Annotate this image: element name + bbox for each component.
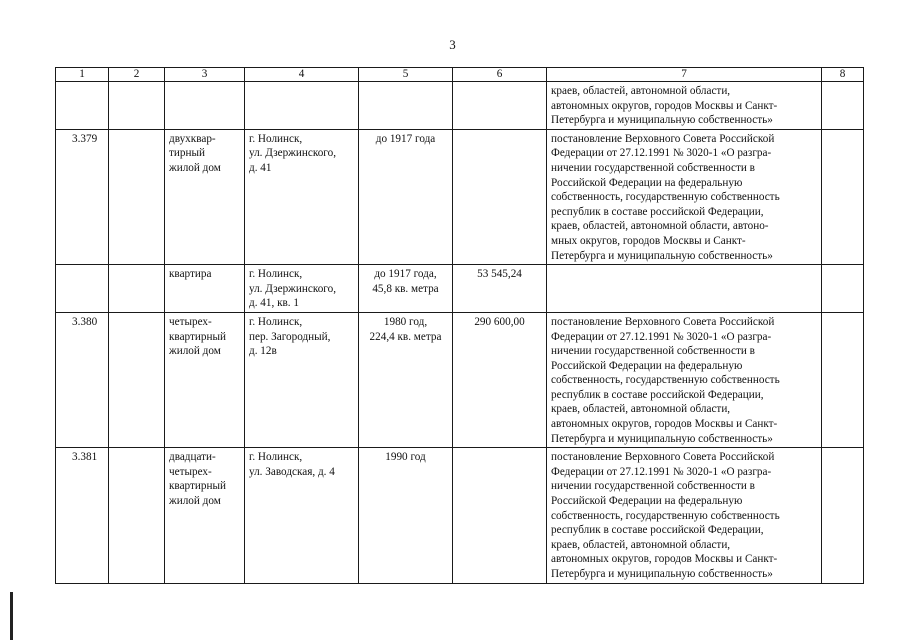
column-header: 1 (56, 68, 109, 82)
cell-line: Петербурга и муниципальную собственность» (551, 432, 773, 445)
cell-line: пер. Загородный, (249, 330, 331, 343)
cell-line: д. 41, кв. 1 (249, 297, 299, 310)
year-area-cell (359, 129, 453, 264)
value-cell (453, 448, 547, 583)
table-row (56, 448, 864, 583)
column-header: 4 (245, 68, 359, 82)
year-area-cell (359, 312, 453, 447)
cell-line: г. Нолинск, (249, 268, 303, 281)
empty-cell (109, 82, 165, 130)
cell-line: четырех- (169, 315, 212, 328)
cell-line: жилой дом (169, 161, 221, 174)
cell-line: республик в составе российской Федерации, (551, 205, 764, 218)
cell-line: 1990 год (385, 451, 426, 464)
cell-line: 45,8 кв. метра (372, 282, 439, 295)
item-number-cell: 3.379 (56, 129, 109, 264)
legal-basis-cell (547, 129, 822, 264)
empty-cell (109, 312, 165, 447)
cell-line: ул. Дзержинского, (249, 147, 336, 160)
cell-line: г. Нолинск, (249, 132, 303, 145)
cell-line: до 1917 года (375, 132, 436, 145)
cell-line: республик в составе российской Федерации, (551, 388, 764, 401)
empty-cell (822, 82, 864, 130)
cell-line: квартира (169, 268, 212, 281)
cell-line: ничении государственной собственности в (551, 161, 755, 174)
cell-line: Федерации от 27.12.1991 № 3020-1 «О разгра- (551, 330, 772, 343)
column-header: 3 (165, 68, 245, 82)
page-number: 3 (449, 37, 456, 52)
cell-line: постановление Верховного Совета Российской (551, 132, 775, 145)
cell-line: краев, областей, автономной области, (551, 538, 731, 551)
legal-basis-cell (547, 82, 822, 130)
year-area-cell (359, 82, 453, 130)
cell-line: Петербурга и муниципальную собственность» (551, 568, 773, 580)
item-number-cell: 3.381 (56, 448, 109, 583)
object-name-cell (165, 312, 245, 447)
cell-line: д. 12в (249, 345, 277, 358)
empty-cell (822, 312, 864, 447)
cell-line: ничении государственной собственности в (551, 345, 755, 358)
cell-line: краев, областей, автономной области, автоно- (551, 220, 769, 233)
table-row (56, 129, 864, 264)
item-number-cell (56, 82, 109, 130)
cell-line: краев, областей, автономной области, (551, 85, 731, 97)
table-row (56, 82, 864, 130)
cell-line: 1980 год, (383, 315, 428, 328)
cell-line: д. 41 (249, 161, 272, 174)
cell-line: г. Нолинск, (249, 315, 303, 328)
table-row (56, 265, 864, 313)
cell-line: Российской Федерации на федеральную (551, 359, 743, 372)
cell-line: ул. Дзержинского, (249, 282, 336, 295)
empty-cell (822, 448, 864, 583)
cell-line: до 1917 года, (374, 268, 437, 281)
cell-line: ничении государственной собственности в (551, 480, 755, 493)
address-cell (245, 312, 359, 447)
cell-line: г. Нолинск, (249, 451, 303, 464)
cell-line: Федерации от 27.12.1991 № 3020-1 «О разгра- (551, 465, 772, 478)
empty-cell (109, 129, 165, 264)
address-cell (245, 129, 359, 264)
year-area-cell (359, 448, 453, 583)
empty-cell (109, 448, 165, 583)
item-number-cell (56, 265, 109, 313)
address-cell (245, 448, 359, 583)
cell-line: Российской Федерации на федеральную (551, 495, 743, 508)
item-number-cell: 3.380 (56, 312, 109, 447)
value-cell: 290 600,00 (453, 312, 547, 447)
empty-cell (822, 265, 864, 313)
cell-line: Петербурга и муниципальную собственность» (551, 114, 773, 127)
object-name-cell (165, 129, 245, 264)
cell-line: автономных округов, городов Москвы и Санкт- (551, 418, 778, 431)
column-header: 2 (109, 68, 165, 82)
column-header: 8 (822, 68, 864, 82)
cell-line: квартирный (169, 330, 226, 343)
cell-line: Петербурга и муниципальную собственность» (551, 249, 773, 262)
cell-line: постановление Верховного Совета Российской (551, 451, 775, 464)
cell-line: квартирный (169, 480, 226, 493)
cell-line: четырех- (169, 465, 212, 478)
empty-cell (109, 265, 165, 313)
value-cell (453, 82, 547, 130)
column-header: 5 (359, 68, 453, 82)
cell-line: собственность, государственную собственность (551, 509, 780, 522)
cell-line: постановление Верховного Совета Российской (551, 315, 775, 328)
cell-line: жилой дом (169, 345, 221, 358)
column-header: 7 (547, 68, 822, 82)
cell-line: республик в составе российской Федерации, (551, 524, 764, 537)
table-row (56, 312, 864, 447)
cell-line: тирный (169, 147, 205, 160)
cell-line: Федерации от 27.12.1991 № 3020-1 «О разгра- (551, 147, 772, 160)
cell-line: автономных округов, городов Москвы и Санкт- (551, 99, 778, 112)
column-header: 6 (453, 68, 547, 82)
object-name-cell (165, 82, 245, 130)
cell-line: 224,4 кв. метра (369, 330, 442, 343)
column-number-row (56, 68, 864, 82)
property-table (55, 67, 864, 584)
cell-line: жилой дом (169, 495, 221, 508)
cell-line: мных округов, городов Москвы и Санкт- (551, 234, 746, 247)
cell-line: двухквар- (169, 132, 216, 145)
address-cell (245, 265, 359, 313)
cell-line: автономных округов, городов Москвы и Санкт- (551, 553, 778, 566)
value-cell: 53 545,24 (453, 265, 547, 313)
cell-line: собственность, государственную собственность (551, 191, 780, 204)
address-cell (245, 82, 359, 130)
cell-line: собственность, государственную собственность (551, 374, 780, 387)
object-name-cell (165, 448, 245, 583)
cell-line: краев, областей, автономной области, (551, 403, 731, 416)
margin-mark (10, 592, 13, 640)
legal-basis-cell (547, 448, 822, 583)
object-name-cell (165, 265, 245, 313)
cell-line: ул. Заводская, д. 4 (249, 465, 335, 478)
value-cell (453, 129, 547, 264)
legal-basis-cell (547, 265, 822, 313)
legal-basis-cell (547, 312, 822, 447)
year-area-cell (359, 265, 453, 313)
empty-cell (822, 129, 864, 264)
cell-line: двадцати- (169, 451, 216, 464)
cell-line: Российской Федерации на федеральную (551, 176, 743, 189)
